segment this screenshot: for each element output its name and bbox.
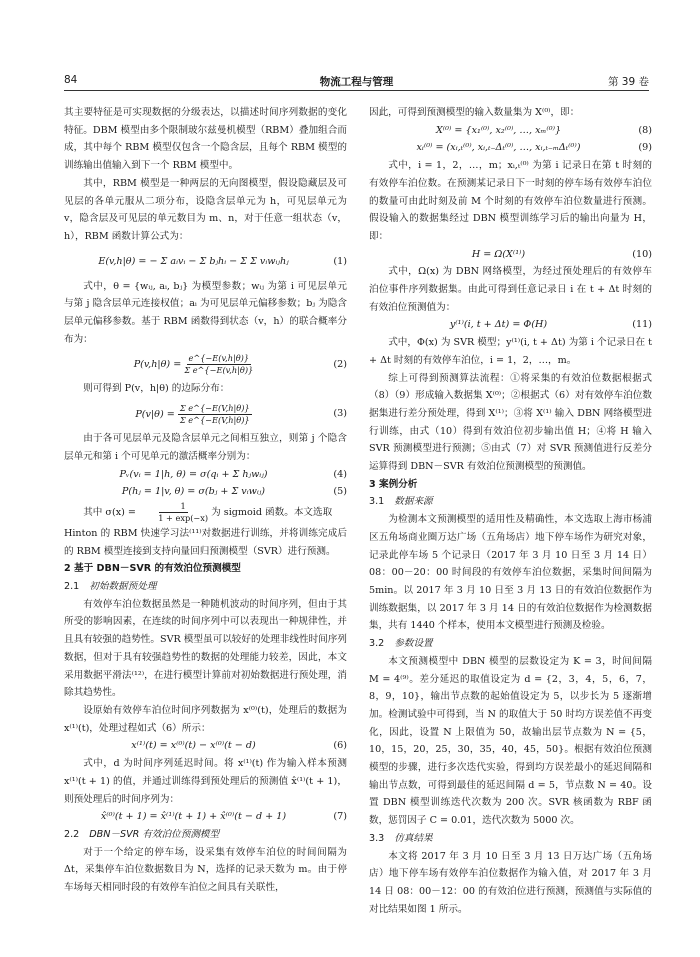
right-column [369, 104, 652, 918]
paragraph: 本文预测模型中 DBN 模型的层数设定为 K = 3，时间间隔 M = 4⁽⁹⁾。差分延迟的取值设定为 d = {2，3，4，5，6，7，8，9，10}，输出节点数的起始值设定为 5，以步长为 5 逐渐增加。检测试验中可得到，当 N 的取值大于 50 时均方误差值不再变化，因此，设置 N 上限值为 50，故输出层节点数为 N = {5，10，15，20，25，30，35，40，45，50}。根据有效泊位预测模型的步骤，进行多次迭代实验，得到均方误差最小的延迟间隔和输出节点数，可得到最佳的延迟间隔 d = 5，节点数 N = 40。设置 DBN 模型训练迭代次数为 200 次。SVR 核函数为 RBF 函数，惩罚因子 C = 0.01，迭代次数为 5000 次。 [369, 655, 652, 827]
paragraph: 式中，Ω(x) 为 DBN 网络模型，为经过预处理后的有效停车泊位事件序列数据集。由此可得到任意记录日 i 在 t + Δt 时刻的有效泊位预测值为： [369, 266, 652, 313]
text-run: 为 sigmoid 函数。本文选取 [211, 506, 333, 518]
equation-lhs: P(v,h|θ) = [133, 358, 182, 370]
paragraph: 则可得到 P(v，h|θ) 的边际分布： [83, 383, 230, 395]
subsection-number: 3.1 [369, 496, 385, 508]
paragraph: 式中，d 为时间序列延迟时间。将 x⁽¹⁾(t) 作为输入样本预测 x⁽¹⁾(t + 1) 的值，并通过训练得到预处理后的预测值 x̂⁽¹⁾(t + 1)，则预处理后的时间序列为： [64, 758, 347, 805]
equation-lhs: P(v|θ) = [135, 408, 175, 420]
equation-5 [64, 483, 347, 501]
equation-number: (4) [333, 468, 347, 480]
paragraph: 其中，RBM 模型是一种两层的无向图模型，假设隐藏层及可见层的各单元服从二项分布，设隐含层单元为 h，可见层单元为 v，隐含层及可见层的单元数目为 m、n，对于任意一组状态（v，h），RBM 函数计算公式为： [64, 177, 347, 242]
subsection-heading [64, 578, 347, 596]
equation-number: (10) [632, 248, 652, 260]
equation-body: P(hⱼ = 1|v, θ) = σ(bⱼ + Σ vᵢwᵢⱼ) [121, 486, 266, 498]
equation-number: (5) [333, 486, 347, 498]
equation-8 [369, 122, 652, 140]
equation-4 [64, 466, 347, 484]
journal-name: 物流工程与管理 [319, 76, 394, 88]
section-heading: 3 案例分析 [369, 478, 418, 490]
equation-number: (7) [333, 811, 347, 823]
fraction [184, 353, 253, 376]
equation-number: (6) [333, 740, 347, 752]
equation-10 [369, 246, 652, 264]
equation-number: (8) [638, 124, 652, 136]
equation-number: (1) [333, 255, 347, 267]
subsection-number: 3.2 [369, 638, 385, 650]
left-column [64, 104, 347, 897]
subsection-heading [369, 635, 652, 653]
section-heading: 2 基于 DBN－SVR 的有效泊位预测模型 [64, 563, 241, 575]
subsection-heading [369, 830, 652, 848]
equation-body: H = Ω(X⁽¹⁾) [471, 248, 526, 260]
subsection-title: 仿真结果 [394, 832, 433, 844]
paragraph: 因此，可得到预测模型的输入数量集为 X⁽⁰⁾，即： [369, 107, 580, 118]
equation-1 [64, 246, 347, 278]
paragraph: 为检测本文预测模型的适用性及精确性，本文选取上海市杨浦区五角场商业圈万达广场（五角场店）地下停车场作为研究对象，记录此停车场 5 个记录日（2017 年 3 月 10 日至 3 月 14 日）08：00－20：00 时间段的有效停车泊位数据，采集时间间隔为 5min。以 2017 年 3 月 10 日至 3 月 13 日的有效泊位数据作为训练数据集，以 2017 年 3 月 14 日的有效泊位数据作为检测数据集，共有 1440 个样本，使用本文模型进行预测及检验。 [369, 514, 652, 632]
paragraph: 其主要特征是可实现数据的分级表达，以描述时间序列数据的变化特征。DBM 模型由多个限制玻尔兹曼机模型（RBM）叠加组合而成，其中每个 RBM 模型仅包含一个隐含层，且每个 RBM 模型的训练输出值输入到下一个 RBM 模型中。 [64, 107, 347, 172]
subsection-title: DBN－SVR 有效泊位预测模型 [89, 828, 220, 840]
fraction-numerator: Σ e^{−E(V,h|θ)} [179, 402, 250, 413]
equation-body: Pᵥ(vᵢ = 1|h, θ) = σ(qᵢ + Σ hⱼwᵢⱼ) [119, 468, 268, 480]
equation-7 [64, 808, 347, 826]
fraction-denominator: Σ e^{−E(V,h|θ)} [179, 414, 250, 425]
paragraph: 由于各可见层单元及隐含层单元之间相互独立，则第 j 个隐含层单元和第 i 个可见单元的激活概率分别为： [64, 433, 347, 462]
paragraph: 式中，θ = {wᵢⱼ, aᵢ, bⱼ} 为模型参数；wᵢⱼ 为第 i 可见层单元与第 j 隐含层单元连接权值；aᵢ 为可见层单元偏移参数；bⱼ 为隐含层单元偏移参数。基于 RBM 函数得到状态（v，h）的联合概率分布为： [64, 280, 347, 345]
equation-6 [64, 737, 347, 755]
subsection-title: 数据来源 [394, 496, 433, 508]
fraction [178, 403, 252, 426]
paragraph: 本文将 2017 年 3 月 10 日至 3 月 13 日万达广场（五角场店）地下停车场有效停车泊位数据作为输入值，对 2017 年 3 月 14 日 08：00－12：00 的有效泊位进行预测，预测值与实际值的对比结果如图 1 所示。 [369, 850, 652, 915]
paragraph: 有效停车泊位数据虽然是一种随机波动的时间序列，但由于其所受的影响因素，在连续的时间序列中可以表现出一种规律性，并且具有较强的趋势性。SVR 模型虽可以较好的处理非线性时间序列数据，但对于具有较强趋势性的数据的处理能力较差，因此，本文采用数据平滑法⁽¹²⁾，在进行模型计算前对初始数据进行预处理，消除其趋势性。 [64, 598, 347, 699]
equation-9 [369, 139, 652, 157]
equation-body: y⁽¹⁾(i, t + Δt) = Φ(H) [449, 319, 548, 331]
equation-body: X⁽⁰⁾ = {x₁⁽⁰⁾, x₂⁽⁰⁾, …, xₘ⁽⁰⁾} [435, 124, 562, 136]
fraction-numerator: e^{−E(v,h|θ)} [188, 352, 250, 363]
sigmoid-line [64, 501, 347, 525]
paragraph: Hinton 的 RBM 快速学习法⁽¹¹⁾对数据进行训练，并将训练完成后的 RBM 模型连接到支持向量回归预测模型（SVR）进行预测。 [64, 527, 347, 557]
fraction-denominator: 1 + exp(−x) [158, 512, 209, 523]
equation-number: (11) [632, 319, 652, 331]
subsection-title: 初始数据预处理 [89, 581, 157, 593]
equation-body: xᵢ⁽⁰⁾ = (xᵢ,ₜ⁽⁰⁾, xᵢ,ₜ₋Δₜ⁽⁰⁾, …, xᵢ,ₜ₋ₘΔₜ⁽⁰⁾) [416, 142, 581, 154]
subsection-heading [64, 826, 347, 844]
equation-body: E(v,h|θ) = − Σ aᵢvᵢ − Σ bⱼhᵢ − Σ Σ vᵢwᵢⱼhⱼ [98, 255, 289, 267]
fraction-denominator: Σ e^{−E(v,h|θ)} [184, 364, 254, 375]
page-header [64, 74, 649, 91]
equation-number: (2) [333, 358, 347, 370]
fraction-numerator: 1 [159, 501, 187, 513]
fraction [139, 501, 208, 524]
paragraph: 式中，Φ(x) 为 SVR 模型；y⁽¹⁾(i, t + Δt) 为第 i 个记录日在 t + Δt 时刻的有效停车泊位，i = 1，2，…，m。 [369, 337, 652, 366]
equation-number: (9) [638, 142, 652, 154]
equation-3 [64, 398, 347, 430]
subsection-number: 3.3 [369, 832, 385, 844]
equation-body [64, 403, 323, 426]
paragraph: 对于一个给定的停车场，设采集有效停车泊位的时间间隔为 Δt，采集停车泊位数据数目为 N，选择的记录天数为 m。由于停车场每天相同时段的有效停车泊位之间具有关联性， [64, 846, 347, 894]
paragraph: 设原始有效停车泊位时间序列数据为 x⁽⁰⁾(t)，处理后的数据为 x⁽¹⁾(t)，处理过程如式（6）所示： [64, 704, 347, 734]
subsection-title: 参数设置 [394, 638, 433, 650]
volume-label: 第 39 卷 [607, 76, 649, 88]
equation-2 [64, 348, 347, 380]
equation-body [64, 353, 323, 376]
subsection-number: 2.2 [64, 828, 80, 840]
equation-body: x⁽¹⁾(t) = x⁽⁰⁾(t) − x⁽⁰⁾(t − d) [131, 740, 256, 752]
subsection-heading [369, 493, 652, 511]
page-number: 84 [64, 74, 78, 86]
equation-body: x̂⁽⁰⁾(t + 1) = x̂⁽¹⁾(t + 1) + x̂⁽⁰⁾(t − d + 1) [100, 811, 287, 823]
paragraph: 式中，i = 1，2，…，m；xᵢ,ₜ⁽⁰⁾ 为第 i 记录日在第 t 时刻的有效停车泊位数。在预测某记录日下一时刻的停车场有效停车泊位的数量可由此时刻及前 M 个时刻的有效停车泊位数量进行预测。假设输入的数据集经过 DBN 模型训练学习后的输出向量为 H，即： [369, 160, 652, 242]
equation-11 [369, 316, 652, 334]
equation-number: (3) [333, 408, 347, 420]
text-run: 其中 σ(x) = [83, 506, 136, 518]
paragraph: 综上可得到预测算法流程：①将采集的有效泊位数据根据式（8）（9）形成输入数据集 X⁽⁰⁾；②根据式（6）对有效停车泊位数据集进行差分预处理，得到 X⁽¹⁾；③将 X⁽¹⁾ 输入 DBN 网络模型进行训练，由式（10）得到有效泊位初步输出值 H；④将 H 输入 SVR 预测模型进行预测；⑤由式（7）对 SVR 预测值进行反差分运算得到 DBN－SVR 有效泊位预测模型的预测值。 [369, 372, 652, 473]
subsection-number: 2.1 [64, 581, 80, 593]
